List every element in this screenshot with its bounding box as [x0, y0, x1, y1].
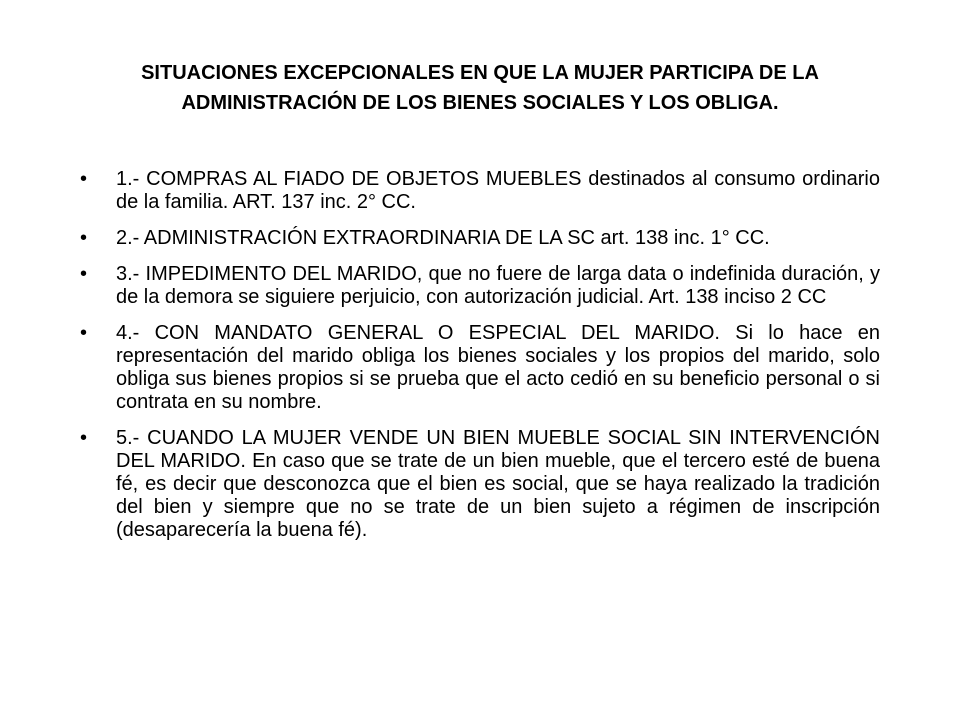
list-item: [72, 427, 880, 542]
slide-title-line-1: SITUACIONES EXCEPCIONALES EN QUE LA MUJER PARTICIPA DE LA: [141, 62, 819, 84]
list-item: [72, 322, 880, 414]
list-item-text: 2.- ADMINISTRACIÓN EXTRAORDINARIA DE LA SC art. 138 inc. 1° CC.: [116, 227, 770, 249]
list-item: [72, 263, 880, 309]
slide-title: [80, 58, 880, 118]
list-item: [72, 168, 880, 214]
list-item-text: 1.- COMPRAS AL FIADO DE OBJETOS MUEBLES destinados al consumo ordinario de la familia. ART. 137 inc. 2° CC.: [116, 168, 880, 213]
bullet-list: [72, 168, 880, 555]
slide-title-line-2: ADMINISTRACIÓN DE LOS BIENES SOCIALES Y LOS OBLIGA.: [181, 92, 779, 114]
list-item-text: 3.- IMPEDIMENTO DEL MARIDO, que no fuere de larga data o indefinida duración, y de la demora se siguiere perjuicio, con autorización judicial. Art. 138 inciso 2 CC: [116, 263, 880, 308]
list-item: [72, 227, 880, 250]
list-item-text: 4.- CON MANDATO GENERAL O ESPECIAL DEL MARIDO. Si lo hace en representación del marido obliga los bienes sociales y los propios del marido, solo obliga sus bienes propios si se prueba que el acto cedió en su beneficio personal o si contrata en su nombre.: [116, 322, 880, 413]
list-item-text: 5.- CUANDO LA MUJER VENDE UN BIEN MUEBLE SOCIAL SIN INTERVENCIÓN DEL MARIDO. En caso que se trate de un bien mueble, que el tercero esté de buena fé, es decir que desconozca que el bien es social, que se haya realizado la tradición del bien y siempre que no se trate de un bien sujeto a régimen de inscripción (desaparecería la buena fé).: [116, 427, 880, 541]
